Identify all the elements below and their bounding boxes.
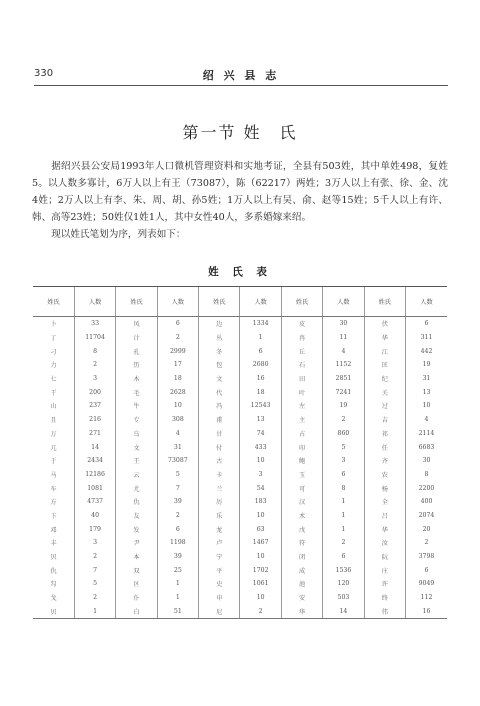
column-header-count: 人数 [240, 287, 281, 317]
surname-cell: 白 [116, 604, 157, 618]
count-cell: 73087 [157, 454, 198, 468]
count-cell: 311 [406, 331, 447, 345]
surname-cell: 文 [199, 372, 240, 386]
paragraph-lead-in: 现以姓氏笔划为序，列表如下： [51, 229, 186, 240]
surname-cell: 勾 [50, 581, 57, 589]
surname-cell: 闭 [281, 550, 322, 564]
count-cell: 5 [323, 440, 364, 454]
surname-cell: 文 [116, 440, 157, 454]
table-row [33, 481, 447, 495]
surname-cell: 代 [199, 385, 240, 399]
table-row [33, 509, 447, 523]
surname-cell: 皮 [281, 317, 322, 331]
count-cell: 30 [406, 454, 447, 468]
count-cell: 112 [406, 591, 447, 605]
table-row [33, 427, 447, 441]
count-cell: 1152 [323, 358, 364, 372]
surname-cell: 本 [116, 550, 157, 564]
surname-cell: 任 [364, 440, 405, 454]
table-row [33, 399, 447, 413]
page-number: 330 [34, 68, 54, 79]
count-cell: 6 [323, 468, 364, 482]
surname-cell: 仇 [116, 495, 157, 509]
count-cell: 2434 [74, 454, 115, 468]
count-cell: 3 [323, 454, 364, 468]
column-header-count: 人数 [323, 287, 364, 317]
surname-cell: 冯 [199, 399, 240, 413]
surname-cell: 成 [281, 563, 322, 577]
surname-cell: 丰 [50, 540, 57, 548]
surname-cell: 匡 [364, 358, 405, 372]
count-cell: 6 [157, 317, 198, 331]
surname-cell: 叶 [281, 385, 322, 399]
count-cell: 308 [157, 413, 198, 427]
count-cell: 860 [323, 427, 364, 441]
surname-cell: 贝 [50, 554, 57, 562]
count-cell: 20 [406, 522, 447, 536]
table-row [33, 385, 447, 399]
surname-cell: 术 [281, 509, 322, 523]
count-cell: 39 [157, 550, 198, 564]
surname-cell: 牛 [116, 399, 157, 413]
surname-cell: 且 [50, 417, 57, 425]
surname-cell: 刁 [50, 348, 57, 356]
surname-cell: 车 [50, 485, 57, 493]
table-row [33, 522, 447, 536]
count-cell: 3 [240, 468, 281, 482]
surname-cell: 友 [116, 509, 157, 523]
count-cell: 3798 [406, 550, 447, 564]
count-cell: 2 [323, 413, 364, 427]
count-cell: 2628 [157, 385, 198, 399]
surname-cell: 汉 [281, 495, 322, 509]
surname-cell: 仇 [50, 567, 57, 575]
count-cell: 18 [157, 372, 198, 386]
surname-cell: 发 [116, 522, 157, 536]
count-cell: 30 [323, 317, 364, 331]
surname-cell: 丁 [50, 335, 57, 343]
table-row [33, 536, 447, 550]
surname-cell: 华 [281, 604, 322, 618]
surname-cell: 包 [199, 358, 240, 372]
count-cell: 2 [74, 591, 115, 605]
count-cell: 4 [406, 413, 447, 427]
surname-cell: 杨 [364, 481, 405, 495]
surname-cell: 卢 [199, 536, 240, 550]
count-cell: 19 [323, 399, 364, 413]
count-cell: 2074 [406, 509, 447, 523]
count-cell: 216 [74, 413, 115, 427]
column-header-surname: 姓氏 [199, 287, 240, 317]
count-cell: 12543 [240, 399, 281, 413]
count-cell: 10 [240, 550, 281, 564]
book-title: 绍 兴 县 志 [202, 69, 280, 82]
count-cell: 74 [240, 427, 281, 441]
surname-cell: 石 [281, 358, 322, 372]
count-cell: 179 [74, 522, 115, 536]
count-cell: 4 [157, 427, 198, 441]
surname-cell: 马 [50, 471, 57, 479]
count-cell: 12186 [74, 468, 115, 482]
count-cell: 10 [240, 454, 281, 468]
surname-cell: 专 [116, 413, 157, 427]
count-cell: 11704 [74, 331, 115, 345]
surname-cell: 祁 [364, 427, 405, 441]
count-cell: 1 [74, 604, 115, 618]
count-cell: 433 [240, 440, 281, 454]
table-title: 姓 氏 表 [208, 266, 272, 278]
surname-cell: 华 [364, 522, 405, 536]
surname-cell: 厉 [199, 495, 240, 509]
surname-cell: 伏 [364, 317, 405, 331]
surname-cell: 七 [50, 376, 57, 384]
count-cell: 2 [157, 331, 198, 345]
column-header-count: 人数 [406, 287, 447, 317]
table-row [33, 495, 447, 509]
count-cell: 17 [157, 358, 198, 372]
surname-cell: 尼 [199, 604, 240, 618]
surname-cell: 尤 [116, 481, 157, 495]
surname-cell: 云 [116, 468, 157, 482]
count-cell: 14 [323, 604, 364, 618]
surname-cell: 许 [364, 577, 405, 591]
count-cell: 54 [240, 481, 281, 495]
count-cell: 16 [406, 604, 447, 618]
surname-cell: 戈 [50, 595, 57, 603]
header-rule [34, 85, 448, 86]
count-cell: 16 [240, 372, 281, 386]
column-header-surname: 姓氏 [33, 287, 74, 317]
surname-cell: 戊 [281, 522, 322, 536]
surname-cell: 历 [116, 358, 157, 372]
count-cell: 40 [74, 509, 115, 523]
surname-cell: 冉 [281, 331, 322, 345]
surname-cell: 冬 [199, 344, 240, 358]
count-cell: 63 [240, 522, 281, 536]
body-text [32, 158, 448, 243]
surname-cell: 力 [50, 362, 57, 370]
count-cell: 1081 [74, 481, 115, 495]
count-cell: 4737 [74, 495, 115, 509]
section-title: 第一节 姓 氏 [182, 123, 298, 142]
table-row [33, 454, 447, 468]
count-cell: 1061 [240, 577, 281, 591]
count-cell: 200 [74, 385, 115, 399]
surname-cell: 齐 [364, 454, 405, 468]
count-cell: 25 [157, 563, 198, 577]
count-cell: 1 [157, 591, 198, 605]
surname-table [33, 286, 447, 619]
surname-cell: 玉 [281, 468, 322, 482]
table-row [33, 413, 447, 427]
table-row [33, 372, 447, 386]
column-header-surname: 姓氏 [116, 287, 157, 317]
surname-cell: 符 [281, 536, 322, 550]
count-cell: 2114 [406, 427, 447, 441]
surname-cell: 龙 [199, 522, 240, 536]
surname-cell: 纪 [364, 372, 405, 386]
count-cell: 6 [406, 563, 447, 577]
count-cell: 2 [157, 509, 198, 523]
count-cell: 6683 [406, 440, 447, 454]
surname-cell: 古 [199, 454, 240, 468]
surname-cell: 关 [364, 385, 405, 399]
table-header [33, 287, 447, 317]
count-cell: 5 [74, 577, 115, 591]
count-cell: 6 [240, 344, 281, 358]
surname-cell: 农 [364, 468, 405, 482]
surname-cell: 宁 [199, 550, 240, 564]
count-cell: 2680 [240, 358, 281, 372]
surname-cell: 山 [50, 403, 57, 411]
surname-cell: 主 [281, 413, 322, 427]
table-row [33, 604, 447, 618]
count-cell: 1 [240, 331, 281, 345]
count-cell: 8 [323, 481, 364, 495]
surname-cell: 邓 [50, 526, 57, 534]
count-cell: 442 [406, 344, 447, 358]
count-cell: 51 [157, 604, 198, 618]
surname-cell: 毛 [116, 385, 157, 399]
paragraph-intro: 据绍兴县公安局1993年人口微机管理资料和实地考证，全县有503姓，其中单姓498，复姓5。以人数多寡计，6万人以上有王（73087），陈（62217）两姓；3万人以上有张、徐、金、沈4姓；2万人以上有李、朱、周、胡、孙5姓；1万人以上有吴、俞、赵等15姓；5千人以上有许、韩、高等23姓；50姓仅1姓1人，其中女性40人，多系婚嫁来绍。 [32, 161, 448, 223]
count-cell: 1 [157, 577, 198, 591]
surname-cell: 江 [364, 344, 405, 358]
surname-cell: 终 [364, 591, 405, 605]
surname-cell: 鲍 [281, 454, 322, 468]
count-cell: 13 [240, 413, 281, 427]
surname-cell: 乐 [199, 509, 240, 523]
count-cell: 271 [74, 427, 115, 441]
surname-cell: 万 [50, 430, 57, 438]
surname-cell: 汝 [364, 536, 405, 550]
count-cell: 3 [74, 372, 115, 386]
surname-cell: 平 [199, 563, 240, 577]
table-row [33, 440, 447, 454]
surname-cell: 干 [50, 389, 57, 397]
count-cell: 1 [323, 522, 364, 536]
table-row [33, 331, 447, 345]
count-cell: 7 [74, 563, 115, 577]
table-row [33, 550, 447, 564]
count-cell: 2 [74, 550, 115, 564]
count-cell: 11 [323, 331, 364, 345]
surname-cell: 申 [199, 591, 240, 605]
surname-cell: 过 [364, 399, 405, 413]
count-cell: 120 [323, 577, 364, 591]
count-cell: 39 [157, 495, 198, 509]
count-cell: 400 [406, 495, 447, 509]
column-header-count: 人数 [157, 287, 198, 317]
table-header-row [33, 287, 447, 317]
count-cell: 2 [240, 604, 281, 618]
surname-cell: 方 [50, 499, 57, 507]
count-cell: 18 [240, 385, 281, 399]
surname-cell: 伟 [364, 604, 405, 618]
surname-cell: 边 [199, 317, 240, 331]
surname-cell: 木 [116, 372, 157, 386]
surname-cell: 庄 [364, 563, 405, 577]
count-cell: 1536 [323, 563, 364, 577]
count-cell: 183 [240, 495, 281, 509]
count-cell: 1 [323, 509, 364, 523]
count-cell: 503 [323, 591, 364, 605]
count-cell: 237 [74, 399, 115, 413]
surname-cell: 卜 [50, 321, 57, 329]
surname-cell: 阮 [364, 550, 405, 564]
surname-cell: 安 [281, 591, 322, 605]
count-cell: 14 [74, 440, 115, 454]
surname-cell: 丘 [281, 344, 322, 358]
surname-cell: 凤 [116, 317, 157, 331]
surname-cell: 吉 [364, 413, 405, 427]
count-cell: 3 [74, 536, 115, 550]
surname-cell: 贝 [33, 604, 74, 618]
page-header [34, 68, 448, 82]
table-row [33, 344, 447, 358]
surname-cell: 史 [199, 577, 240, 591]
count-cell: 2851 [323, 372, 364, 386]
count-cell: 31 [406, 372, 447, 386]
count-cell: 10 [406, 399, 447, 413]
count-cell: 2999 [157, 344, 198, 358]
surname-cell: 可 [281, 481, 322, 495]
surname-cell: 双 [116, 563, 157, 577]
count-cell: 2 [323, 536, 364, 550]
surname-cell: 池 [281, 577, 322, 591]
table-row [33, 317, 447, 331]
table-row [33, 563, 447, 577]
count-cell: 4 [323, 344, 364, 358]
surname-cell: 仆 [116, 591, 157, 605]
surname-cell: 计 [116, 331, 157, 345]
surname-cell: 占 [281, 427, 322, 441]
count-cell: 1198 [157, 536, 198, 550]
count-cell: 1467 [240, 536, 281, 550]
surname-cell: 全 [364, 495, 405, 509]
count-cell: 6 [406, 317, 447, 331]
count-cell: 19 [406, 358, 447, 372]
table-row [33, 591, 447, 605]
surname-cell: 吕 [364, 509, 405, 523]
surname-cell: 印 [281, 440, 322, 454]
surname-cell: 田 [281, 372, 322, 386]
surname-cell: 尹 [116, 536, 157, 550]
surname-cell: 区 [116, 577, 157, 591]
surname-cell: 乌 [116, 427, 157, 441]
surname-cell: 甫 [199, 413, 240, 427]
surname-cell: 付 [199, 440, 240, 454]
count-cell: 6 [323, 550, 364, 564]
count-cell: 1702 [240, 563, 281, 577]
count-cell: 9049 [406, 577, 447, 591]
count-cell: 6 [157, 522, 198, 536]
count-cell: 8 [406, 468, 447, 482]
surname-cell: 丛 [199, 331, 240, 345]
surname-cell: 于 [50, 458, 57, 466]
column-header-surname: 姓氏 [281, 287, 322, 317]
table-body [33, 317, 447, 619]
count-cell: 10 [240, 591, 281, 605]
surname-cell: 兀 [50, 444, 57, 452]
count-cell: 2 [74, 358, 115, 372]
count-cell: 2200 [406, 481, 447, 495]
count-cell: 7241 [323, 385, 364, 399]
count-cell: 31 [157, 440, 198, 454]
table-row [33, 468, 447, 482]
surname-cell: 卞 [50, 512, 57, 520]
count-cell: 10 [157, 399, 198, 413]
count-cell: 1 [323, 495, 364, 509]
surname-cell: 甘 [199, 427, 240, 441]
count-cell: 10 [240, 509, 281, 523]
surname-cell: 兰 [199, 481, 240, 495]
count-cell: 13 [406, 385, 447, 399]
count-cell: 5 [157, 468, 198, 482]
table-row [33, 577, 447, 591]
count-cell: 33 [74, 317, 115, 331]
surname-cell: 华 [364, 331, 405, 345]
surname-cell: 左 [281, 399, 322, 413]
surname-cell: 卡 [199, 468, 240, 482]
count-cell: 7 [157, 481, 198, 495]
surname-cell: 孔 [116, 344, 157, 358]
column-header-surname: 姓氏 [364, 287, 405, 317]
count-cell: 1334 [240, 317, 281, 331]
table-row [33, 358, 447, 372]
count-cell: 8 [74, 344, 115, 358]
count-cell: 2 [406, 536, 447, 550]
column-header-count: 人数 [74, 287, 115, 317]
surname-cell: 王 [116, 454, 157, 468]
